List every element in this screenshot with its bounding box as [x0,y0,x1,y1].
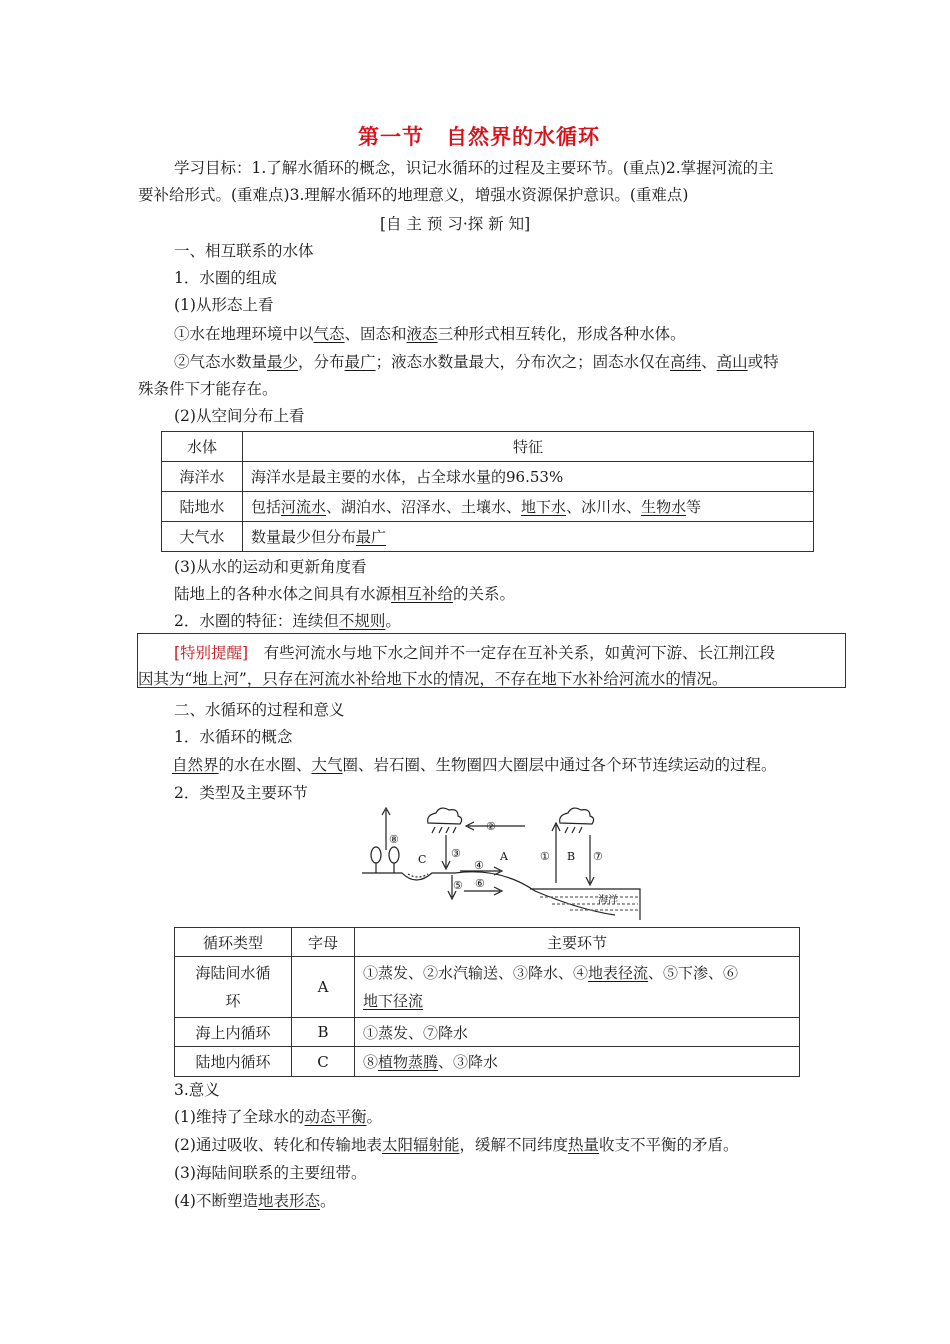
svg-text:⑦: ⑦ [593,850,603,863]
subheading-water-sphere: 1．水圈的组成 [174,269,277,287]
preview-header: [自 主 预 习·探 新 知] [380,215,531,233]
water-cycle-diagram [360,805,650,923]
table-header: 主要环节 [355,928,800,957]
item-quantity: ②气态水数量最少，分布最广；液态水数量最大，分布次之；固态水仅在高纬、高山或特 [174,353,779,371]
point-space: (2)从空间分布上看 [174,407,305,425]
table-row: 海上内循环 B ①蒸发、⑦降水 [175,1018,800,1047]
subheading-features: 2．水圈的特征：连续但不规则。 [174,612,401,630]
tree-icon [371,847,381,863]
subheading-types: 2．类型及主要环节 [174,784,308,802]
point-motion: (3)从水的运动和更新角度看 [174,558,367,576]
item-quantity-cont: 殊条件下才能存在。 [138,380,278,398]
svg-text:⑤: ⑤ [453,879,463,892]
special-tip-box [137,633,846,688]
water-body-table [161,431,814,552]
significance-2: (2)通过吸收、转化和传输地表太阳辐射能，缓解不同纬度热量收支不平衡的矛盾。 [174,1136,739,1154]
table-row: 大气水 数量最少但分布最广 [162,522,814,552]
cycle-type-table [174,927,800,1077]
tree-icon [389,847,399,863]
tip-line-1: [特别提醒] 有些河流水与地下水之间并不一定存在互补关系，如黄河下游、长江荆江段 [174,644,776,662]
objectives-line-2: 要补给形式。(重难点)3.理解水循环的地理意义，增强水资源保护意识。(重难点) [138,186,689,204]
svg-text:①: ① [540,850,550,863]
page-title: 第一节 自然界的水循环 [358,125,600,149]
table-header: 特征 [243,432,814,462]
svg-text:⑥: ⑥ [475,877,485,890]
objectives-line-1: 学习目标：1.了解水循环的概念，识记水循环的过程及主要环节。(重点)2.掌握河流的主 [174,159,774,177]
significance-1: (1)维持了全球水的动态平衡。 [174,1108,382,1126]
subheading-concept: 1．水循环的概念 [174,728,293,746]
svg-text:④: ④ [474,859,484,872]
table-row: 陆地水 包括河流水、湖泊水、沼泽水、土壤水、地下水、冰川水、生物水等 [162,492,814,522]
section-2-heading: 二、水循环的过程和意义 [174,701,345,719]
svg-text:C: C [418,853,427,866]
significance-4: (4)不断塑造地表形态。 [174,1192,336,1210]
svg-text:⑧: ⑧ [389,833,399,846]
item-form-states: ①水在地理环境中以气态、固态和液态三种形式相互转化，形成各种水体。 [174,325,686,343]
concept-text: 自然界的水在水圈、大气圈、岩石圈、生物圈四大圈层中通过各个环节连续运动的过程。 [172,756,777,774]
table-row: 海陆间水循 环 A ①蒸发、②水汽输送、③降水、④地表径流、⑤下渗、⑥ 地下径流 [175,957,800,1018]
significance-3: (3)海陆间联系的主要纽带。 [174,1164,367,1182]
ground-line [362,872,615,915]
svg-text:A: A [500,850,508,863]
svg-text:②: ② [486,820,496,833]
svg-text:③: ③ [451,847,461,860]
table-header: 字母 [292,928,355,957]
subheading-significance: 3.意义 [174,1081,220,1099]
section-1-heading: 一、相互联系的水体 [174,242,314,260]
table-row: 陆地内循环 C ⑧植物蒸腾、③降水 [175,1047,800,1077]
tip-line-2: 因其为“地上河”，只存在河流水补给地下水的情况，不存在地下水补给河流水的情况。 [138,670,728,688]
cloud-icon [560,808,594,824]
svg-text:B: B [567,850,576,863]
cloud-icon [428,808,462,824]
table-row: 海洋水 海洋水是最主要的水体，占全球水量的96.53% [162,462,814,492]
motion-text: 陆地上的各种水体之间具有水源相互补给的关系。 [174,585,516,603]
tip-label: [特别提醒] [174,644,249,662]
table-header: 循环类型 [175,928,292,957]
point-form: (1)从形态上看 [174,296,274,314]
sea-label: 海洋 [598,895,618,906]
table-header: 水体 [162,432,243,462]
